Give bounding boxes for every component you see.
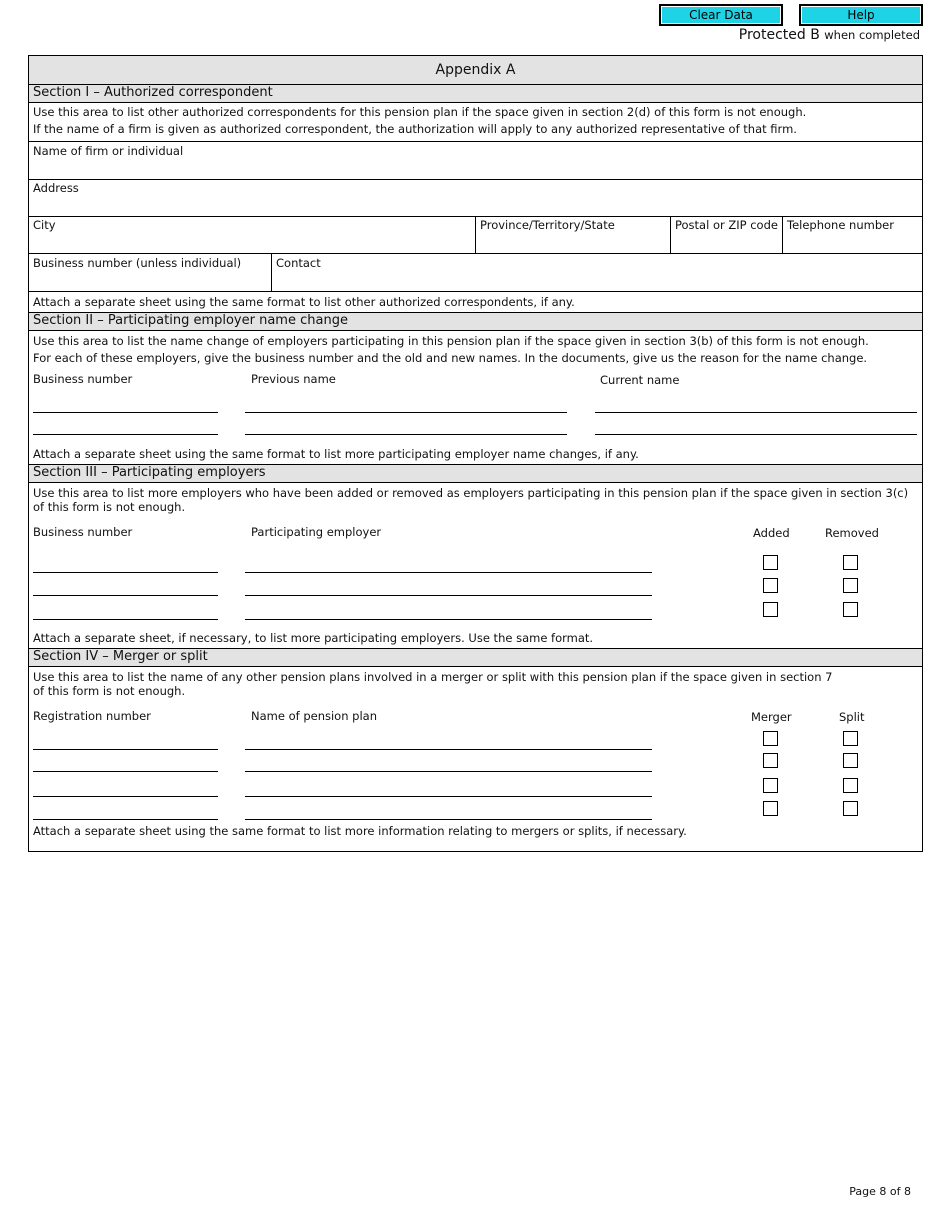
province-label: Province/Territory/State: [480, 218, 615, 232]
section2-title: Section II – Participating employer name change: [33, 313, 348, 328]
participating-employer-input[interactable]: [245, 619, 652, 620]
section2-col-current-name: Current name: [600, 373, 680, 387]
name-of-firm-label: Name of firm or individual: [33, 144, 184, 158]
province-field[interactable]: [476, 217, 670, 253]
name-change-current-name-input[interactable]: [595, 412, 917, 413]
employer-business-number-input[interactable]: [33, 619, 218, 620]
registration-number-input[interactable]: [33, 796, 218, 797]
appendix-form: [28, 55, 923, 852]
pension-plan-name-input[interactable]: [245, 749, 652, 750]
merger-checkbox[interactable]: [763, 801, 778, 816]
section3-attach-note: Attach a separate sheet, if necessary, to list more participating employers. Use the same format.: [33, 631, 594, 645]
appendix-title: Appendix A: [29, 56, 922, 84]
section3-col-business-number: Business number: [33, 525, 133, 539]
section1-intro-line2: If the name of a firm is given as authorized correspondent, the authorization will apply to any authorized representative of that firm.: [33, 122, 797, 136]
business-number-field[interactable]: [29, 254, 271, 290]
registration-number-input[interactable]: [33, 749, 218, 750]
telephone-field[interactable]: [783, 217, 922, 253]
pension-plan-name-input[interactable]: [245, 796, 652, 797]
registration-number-input[interactable]: [33, 771, 218, 772]
postal-code-label: Postal or ZIP code: [675, 218, 778, 232]
merger-checkbox[interactable]: [763, 753, 778, 768]
postal-code-field[interactable]: [671, 217, 782, 253]
telephone-label: Telephone number: [787, 218, 894, 232]
city-label: City: [33, 218, 56, 232]
removed-checkbox[interactable]: [843, 555, 858, 570]
removed-checkbox[interactable]: [843, 602, 858, 617]
section2-intro-line1: Use this area to list the name change of employers participating in this pension plan if the space given in section 3(b) of this form is not enough.: [33, 334, 869, 348]
clear-data-button[interactable]: Clear Data: [660, 5, 782, 25]
section2-col-business-number: Business number: [33, 372, 133, 386]
protected-label: Protected B: [738, 27, 820, 43]
employer-business-number-input[interactable]: [33, 572, 218, 573]
pension-plan-name-input[interactable]: [245, 771, 652, 772]
registration-number-input[interactable]: [33, 819, 218, 820]
section3-col-removed: Removed: [825, 526, 879, 540]
participating-employer-input[interactable]: [245, 595, 652, 596]
section2-intro-line2: For each of these employers, give the business number and the old and new names. In the documents, give us the reason for the name change.: [33, 351, 868, 365]
name-change-current-name-input[interactable]: [595, 434, 917, 435]
merger-checkbox[interactable]: [763, 778, 778, 793]
section4-title: Section IV – Merger or split: [33, 649, 208, 664]
split-checkbox[interactable]: [843, 801, 858, 816]
removed-checkbox[interactable]: [843, 578, 858, 593]
added-checkbox[interactable]: [763, 602, 778, 617]
employer-business-number-input[interactable]: [33, 595, 218, 596]
section3-title: Section III – Participating employers: [33, 465, 266, 480]
contact-label: Contact: [276, 256, 321, 270]
name-change-business-number-input[interactable]: [33, 434, 218, 435]
section2-attach-note: Attach a separate sheet using the same format to list more participating employer name changes, if any.: [33, 447, 639, 461]
section4-col-registration-number: Registration number: [33, 709, 151, 723]
section3-intro-line1: Use this area to list more employers who have been added or removed as employers participating in this pension plan if the space given in section 3(c): [33, 486, 909, 500]
section1-attach-note: Attach a separate sheet using the same format to list other authorized correspondents, if any.: [33, 295, 575, 309]
split-checkbox[interactable]: [843, 778, 858, 793]
name-change-previous-name-input[interactable]: [245, 434, 567, 435]
protected-suffix: when completed: [824, 28, 920, 42]
address-field[interactable]: [29, 180, 922, 216]
participating-employer-input[interactable]: [245, 572, 652, 573]
split-checkbox[interactable]: [843, 753, 858, 768]
name-change-business-number-input[interactable]: [33, 412, 218, 413]
section4-attach-note: Attach a separate sheet using the same format to list more information relating to mergers or splits, if necessary.: [33, 824, 687, 838]
added-checkbox[interactable]: [763, 578, 778, 593]
merger-checkbox[interactable]: [763, 731, 778, 746]
section4-intro-line1: Use this area to list the name of any other pension plans involved in a merger or split with this pension plan if the space given in section 7: [33, 670, 833, 684]
section3-col-added: Added: [753, 526, 790, 540]
section2-col-previous-name: Previous name: [251, 372, 336, 386]
section4-intro-line2: of this form is not enough.: [33, 684, 186, 698]
business-number-label: Business number (unless individual): [33, 256, 242, 270]
name-change-previous-name-input[interactable]: [245, 412, 567, 413]
section3-intro-line2: of this form is not enough.: [33, 500, 186, 514]
city-field[interactable]: [29, 217, 475, 253]
address-label: Address: [33, 181, 79, 195]
help-button[interactable]: Help: [800, 5, 922, 25]
protected-notice: [739, 27, 920, 43]
section4-col-merger: Merger: [751, 710, 792, 724]
added-checkbox[interactable]: [763, 555, 778, 570]
section3-col-participating-employer: Participating employer: [251, 525, 382, 539]
section1-intro-line1: Use this area to list other authorized correspondents for this pension plan if the space given in section 2(d) of this form is not enough.: [33, 105, 807, 119]
name-of-firm-field[interactable]: [29, 142, 922, 178]
page-number: Page 8 of 8: [849, 1185, 911, 1198]
split-checkbox[interactable]: [843, 731, 858, 746]
section1-title: Section I – Authorized correspondent: [33, 85, 273, 100]
pension-plan-name-input[interactable]: [245, 819, 652, 820]
contact-field[interactable]: [272, 254, 922, 290]
section4-col-split: Split: [839, 710, 865, 724]
section4-col-name-of-plan: Name of pension plan: [251, 709, 377, 723]
